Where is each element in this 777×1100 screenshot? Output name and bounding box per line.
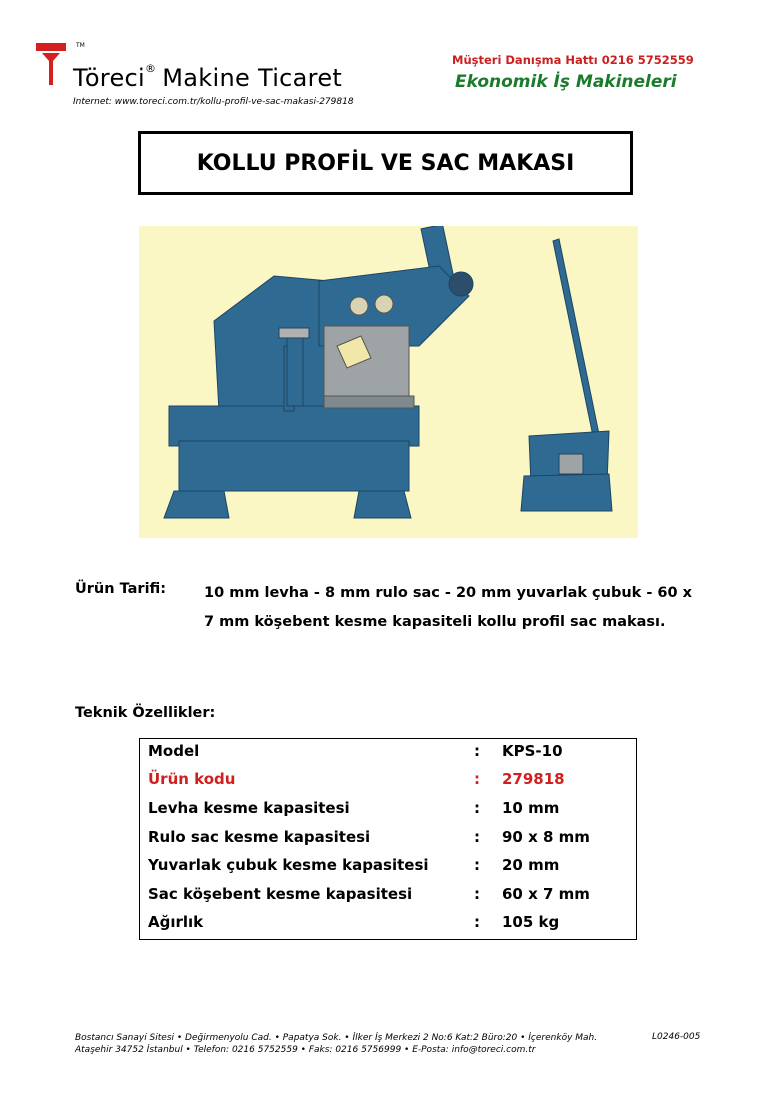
specs-heading: Teknik Özellikler: xyxy=(75,705,216,721)
company-slogan: Ekonomik İş Makineleri xyxy=(455,72,677,92)
spec-row-plate: Levha kesme kapasitesi : 10 mm xyxy=(148,799,560,817)
spec-row-angle: Sac köşebent kesme kapasitesi : 60 x 7 mm xyxy=(148,885,590,903)
description-label: Ürün Tarifi: xyxy=(75,581,167,597)
spec-row-coil: Rulo sac kesme kapasitesi : 90 x 8 mm xyxy=(148,828,590,846)
document-code: L0246-005 xyxy=(652,1032,701,1042)
spec-row-product-code: Ürün kodu : 279818 xyxy=(148,770,565,788)
website-url[interactable]: Internet: www.toreci.com.tr/kollu-profil-ve-sac-makasi-279818 xyxy=(73,97,354,107)
company-name: Töreci® Makine Ticaret xyxy=(73,62,343,92)
spec-row-round-bar: Yuvarlak çubuk kesme kapasitesi : 20 mm xyxy=(148,856,560,874)
footer-line-1: Bostancı Sanayi Sitesi • Değirmenyolu Cad. • Papatya Sok. • İlker İş Merkezi 2 No:6 Kat:2 Büro:20 • İçerenköy Mah. xyxy=(75,1033,598,1043)
product-photo xyxy=(139,226,638,538)
customer-hotline: Müşteri Danışma Hattı 0216 5752559 xyxy=(452,53,694,67)
page-title: KOLLU PROFİL VE SAC MAKASI xyxy=(196,150,575,176)
title-box xyxy=(138,131,633,195)
description-text: 10 mm levha - 8 mm rulo sac - 20 mm yuvarlak çubuk - 60 x 7 mm köşebent kesme kapasiteli kollu profil sac makası. xyxy=(204,585,693,630)
footer-address xyxy=(75,1032,597,1056)
specs-table xyxy=(139,738,637,940)
registered-mark: ® xyxy=(144,62,157,75)
footer-line-2: Ataşehir 34752 İstanbul • Telefon: 0216 5752559 • Faks: 0216 5756999 • E-Posta: info@toreci.com.tr xyxy=(75,1045,536,1055)
company-logo-icon xyxy=(36,43,66,85)
trademark-mark: TM xyxy=(76,42,85,49)
spec-row-model: Model : KPS-10 xyxy=(148,742,563,760)
spec-row-weight: Ağırlık : 105 kg xyxy=(148,913,560,931)
